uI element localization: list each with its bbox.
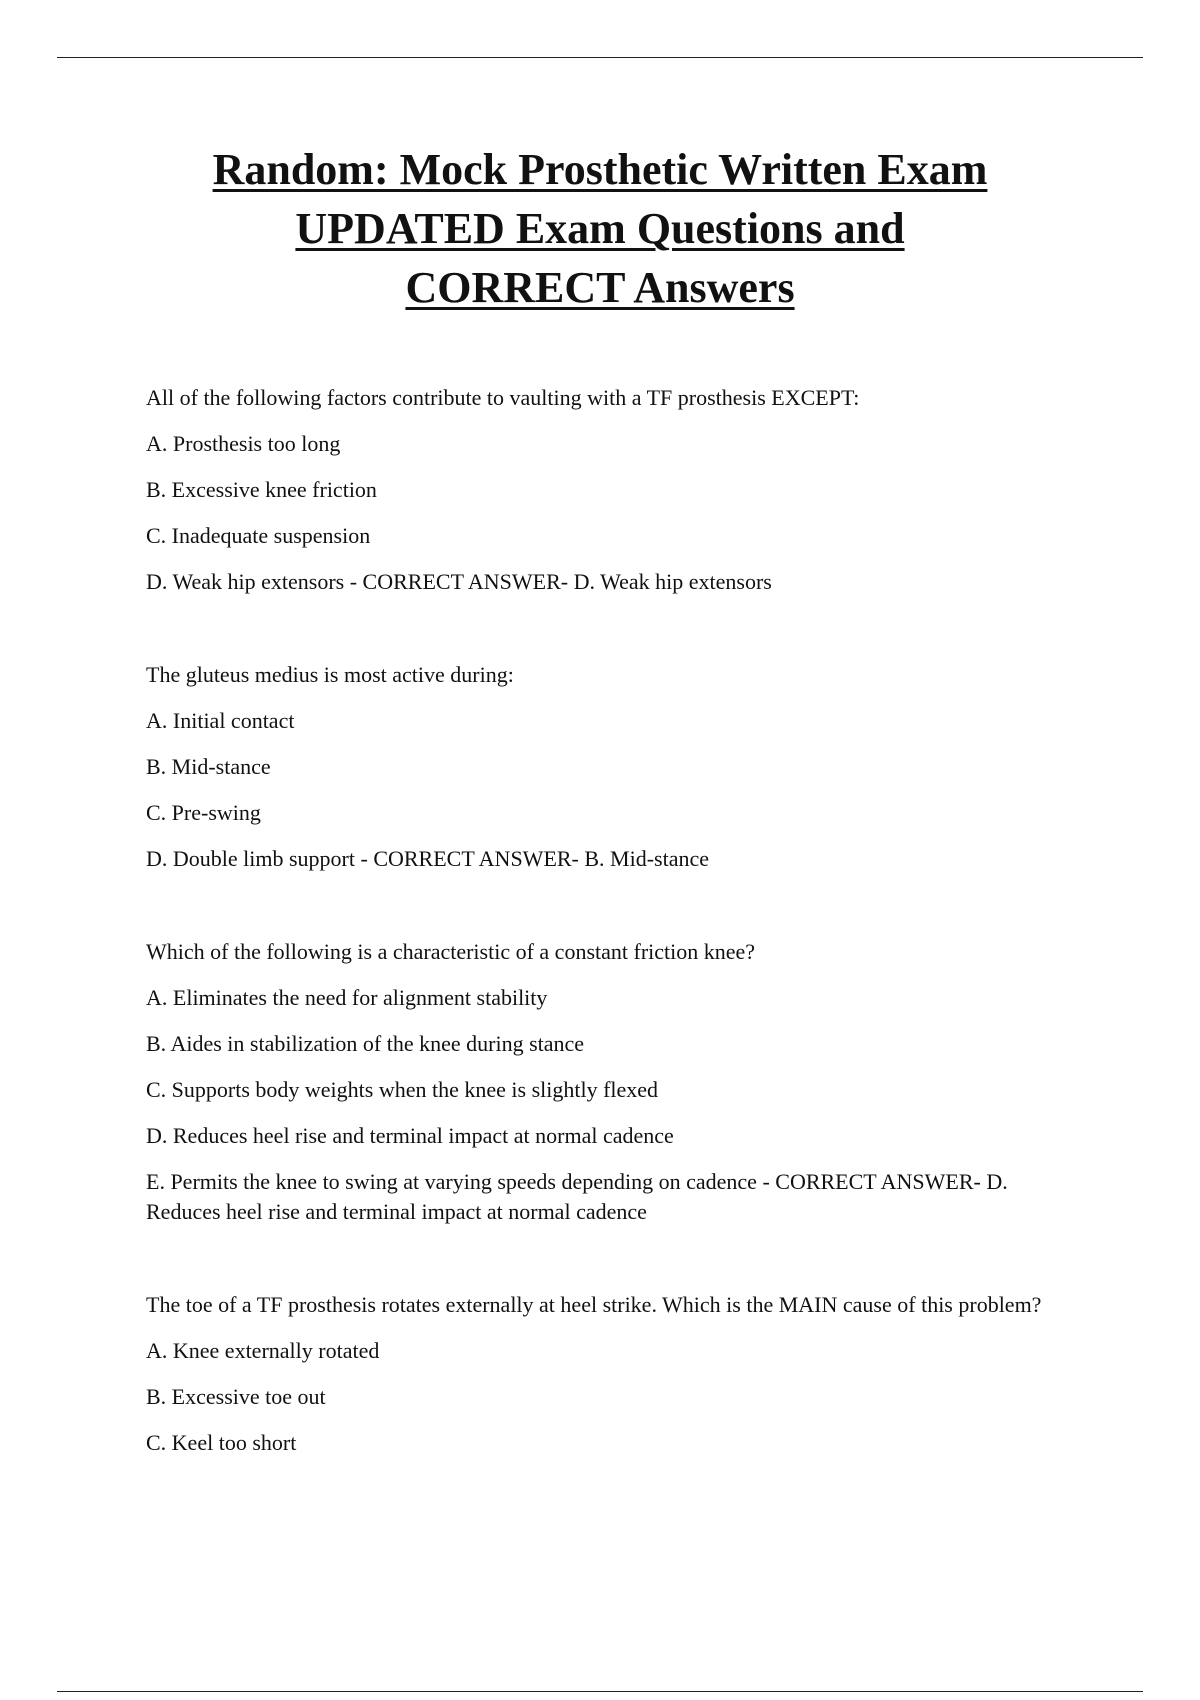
answer-option: A. Eliminates the need for alignment stability xyxy=(146,985,548,1010)
question-1 xyxy=(146,383,1046,597)
answer-option: C. Inadequate suspension xyxy=(146,523,371,548)
answer-option: D. Reduces heel rise and terminal impact at normal cadence xyxy=(146,1123,674,1148)
bottom-divider xyxy=(57,1691,1143,1692)
answer-option: C. Keel too short xyxy=(146,1430,297,1455)
answer-option: B. Mid-stance xyxy=(146,754,271,779)
question-stem: Which of the following is a characteristic of a constant friction knee? xyxy=(146,939,756,964)
question-stem: All of the following factors contribute to vaulting with a TF prosthesis EXCEPT: xyxy=(146,385,860,410)
answer-option: A. Prosthesis too long xyxy=(146,431,341,456)
title-line: Random: Mock Prosthetic Written Exam xyxy=(212,145,988,194)
answer-option: A. Knee externally rotated xyxy=(146,1338,380,1363)
question-2 xyxy=(146,660,1046,874)
answer-option-with-correct-answer: D. Weak hip extensors - CORRECT ANSWER- D. Weak hip extensors xyxy=(146,569,772,594)
answer-option-with-correct-answer: E. Permits the knee to swing at varying speeds depending on cadence - CORRECT ANSWER- D. Reduces heel rise and terminal impact at normal cadence xyxy=(146,1169,1008,1224)
question-stem: The gluteus medius is most active during: xyxy=(146,662,514,687)
answer-option: C. Pre-swing xyxy=(146,800,261,825)
question-4 xyxy=(146,1290,1046,1458)
question-3 xyxy=(146,937,1046,1227)
title-line: CORRECT Answers xyxy=(405,263,795,312)
answer-option: B. Aides in stabilization of the knee during stance xyxy=(146,1031,585,1056)
answer-option: B. Excessive knee friction xyxy=(146,477,377,502)
answer-option: C. Supports body weights when the knee is slightly flexed xyxy=(146,1077,659,1102)
title-line: UPDATED Exam Questions and xyxy=(295,204,905,253)
answer-option: B. Excessive toe out xyxy=(146,1384,326,1409)
question-list xyxy=(146,383,1046,1521)
top-divider xyxy=(57,57,1143,58)
answer-option: A. Initial contact xyxy=(146,708,295,733)
page-title xyxy=(120,140,1080,317)
answer-option-with-correct-answer: D. Double limb support - CORRECT ANSWER- B. Mid-stance xyxy=(146,846,710,871)
question-stem: The toe of a TF prosthesis rotates externally at heel strike. Which is the MAIN cause of this problem? xyxy=(146,1292,1042,1317)
